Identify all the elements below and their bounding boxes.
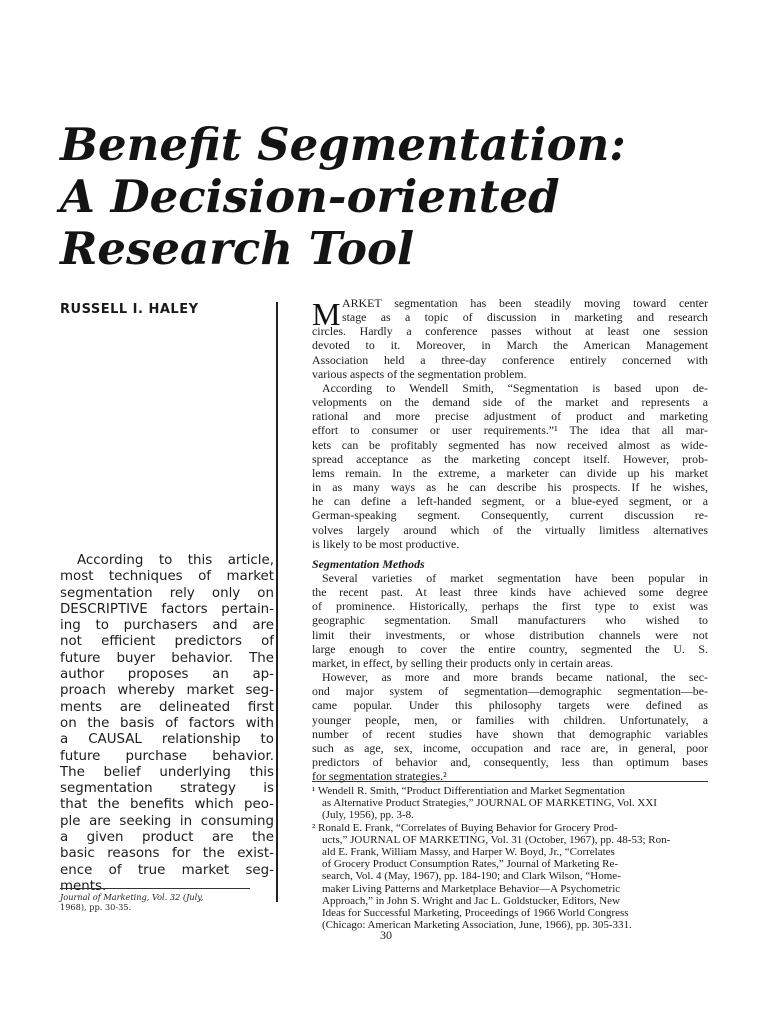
- body-line: younger people, men, or families with children. Unfortunately, a: [312, 712, 708, 727]
- abstract: [60, 553, 274, 895]
- footnote-line: maker Living Patterns and Marketplace Behavior—A Psychometric: [322, 882, 621, 895]
- abstract-line: that the benefits which peo-: [60, 797, 274, 813]
- body-line: limit their investments, or whose distribution channels were not: [312, 627, 708, 642]
- body-line: volves largely around which of the virtually limitless alternatives: [312, 522, 708, 537]
- abstract-line: segmentation rely only on: [60, 585, 274, 601]
- footnote-line: ald E. Frank, William Massy, and Harper W. Boyd, Jr., “Correlates: [322, 846, 615, 859]
- body-line: spread acceptance as the marketing concept itself. However, prob-: [312, 451, 708, 466]
- body-line: Association held a three-day conference entirely concerned with: [312, 352, 708, 367]
- footnote-line: ² Ronald E. Frank, “Correlates of Buying Behavior for Grocery Prod-: [312, 821, 618, 834]
- abstract-line: a CAUSAL relationship to: [60, 732, 274, 748]
- body-line: predictors of behavior and, consequently, less than optimum bases: [312, 755, 708, 769]
- body-line: velopments on the demand side of the market and represents a: [312, 395, 708, 410]
- citation-line: Journal of Marketing, Vol. 32 (July,: [60, 892, 204, 902]
- body-line: such as age, sex, income, occupation and race are, in general, poor: [312, 740, 708, 755]
- body-line: came popular. Under this philosophy targets were defined as: [312, 698, 708, 713]
- body-line: rational and more precise adjustment of product and marketing: [312, 409, 708, 424]
- abstract-line: According to this article,: [77, 553, 274, 568]
- abstract-line: ments.: [60, 878, 107, 894]
- drop-cap: M: [312, 296, 341, 332]
- body-line: various aspects of the segmentation problem.: [312, 366, 527, 381]
- body-line: number of recent studies have shown that demographic variables: [312, 726, 708, 741]
- footnotes: [312, 781, 708, 931]
- body-text: [312, 296, 708, 783]
- body-line: Several varieties of market segmentation have been popular in: [322, 570, 708, 585]
- abstract-line: most techniques of market: [60, 569, 274, 585]
- abstract-line: The belief underlying this: [60, 764, 274, 780]
- body-line: kets can be profitably segmented has now received almost as wide-: [312, 437, 708, 452]
- footnote-line: ucts,” JOURNAL OF MARKETING, Vol. 31 (October, 1967), pp. 48-53; Ron-: [322, 833, 671, 846]
- abstract-line: ing to purchasers and are: [60, 618, 274, 634]
- body-line: he can define a left-handed segment, or a blue-eyed segment, or a: [312, 494, 708, 509]
- abstract-line: author proposes an ap-: [60, 667, 274, 683]
- body-line: geographic segmentation. Small manufacturers who wished to: [312, 613, 708, 628]
- abstract-line: basic reasons for the exist-: [60, 846, 274, 862]
- abstract-line: ple are seeking in consuming: [60, 813, 274, 829]
- body-line: market, in effect, by selling their products only in certain areas.: [312, 655, 614, 670]
- abstract-line: a given product are the: [60, 830, 274, 846]
- body-line: According to Wendell Smith, “Segmentation is based upon de-: [322, 380, 708, 395]
- title-line-2: A Decision-oriented: [60, 170, 560, 223]
- body-line: for segmentation strategies.²: [312, 769, 447, 784]
- abstract-line: segmentation strategy is: [60, 781, 274, 797]
- abstract-line: on the basis of factors with: [60, 715, 274, 731]
- footnote-line: of Grocery Product Consumption Rates,” Journal of Marketing Re-: [322, 858, 619, 871]
- column-divider: [276, 302, 278, 902]
- body-line: large enough to cover the entire country, segmented the U. S.: [312, 641, 708, 656]
- author-name: RUSSELL I. HALEY: [60, 302, 199, 317]
- abstract-line: future purchase behavior.: [60, 748, 274, 764]
- body-line: stage as a topic of discussion in marketing and research: [342, 310, 708, 325]
- footnote-line: Ideas for Successful Marketing, Proceedings of 1966 World Congress: [322, 907, 629, 920]
- abstract-line: DESCRIPTIVE factors pertain-: [60, 601, 274, 617]
- abstract-line: ments are delineated first: [60, 699, 274, 715]
- section-heading: Segmentation Methods: [312, 556, 425, 571]
- body-line: However, as more and more brands became national, the sec-: [322, 670, 708, 685]
- footnote-line: (Chicago: American Marketing Association, June, 1966), pp. 305-331.: [322, 919, 632, 932]
- body-line: German-speaking segment. Consequently, current discussion re-: [312, 508, 708, 523]
- citation-line: 1968), pp. 30-35.: [60, 902, 132, 912]
- body-line: devoted to it. Moreover, in March the American Management: [312, 338, 708, 353]
- footnote-line: search, Vol. 4 (May, 1967), pp. 184-190; and Clark Wilson, “Home-: [322, 870, 621, 883]
- body-line: effort to consumer or user requirements.”¹ The idea that all mar-: [312, 423, 708, 438]
- abstract-line: ence of true market seg-: [60, 862, 274, 878]
- title-line-3: Research Tool: [60, 222, 415, 275]
- article-title: [60, 118, 720, 276]
- footnote-line: Approach,” in John S. Wright and Jac L. Goldstucker, Editors, New: [322, 894, 620, 907]
- body-line: lems remain. In the extreme, a marketer can divide up his market: [312, 465, 708, 480]
- abstract-line: proach whereby market seg-: [60, 683, 274, 699]
- body-line: ARKET segmentation has been steadily moving toward center: [342, 296, 708, 310]
- footnote-line: ¹ Wendell R. Smith, “Product Differentiation and Market Segmentation: [312, 785, 626, 797]
- body-line: circles. Hardly a conference passes without at least one session: [312, 324, 708, 339]
- body-line: the recent past. At least three kinds have achieved some degree: [312, 585, 708, 600]
- abstract-line: future buyer behavior. The: [60, 650, 274, 666]
- journal-citation: [60, 888, 250, 912]
- body-line: ond major system of segmentation—demographic segmentation—be-: [312, 684, 708, 699]
- footnote-line: as Alternative Product Strategies,” JOURNAL OF MARKETING, Vol. XXI: [322, 797, 657, 810]
- page-number: 30: [380, 928, 392, 942]
- abstract-line: not efficient predictors of: [60, 634, 274, 650]
- body-line: is likely to be most productive.: [312, 536, 460, 551]
- body-line: in as many ways as he can describe his prospects. If he wishes,: [312, 480, 708, 495]
- body-line: of prominence. Historically, perhaps the first type to exist was: [312, 599, 708, 614]
- footnote-line: (July, 1956), pp. 3-8.: [322, 809, 414, 822]
- title-line-1: Benefit Segmentation:: [60, 118, 626, 171]
